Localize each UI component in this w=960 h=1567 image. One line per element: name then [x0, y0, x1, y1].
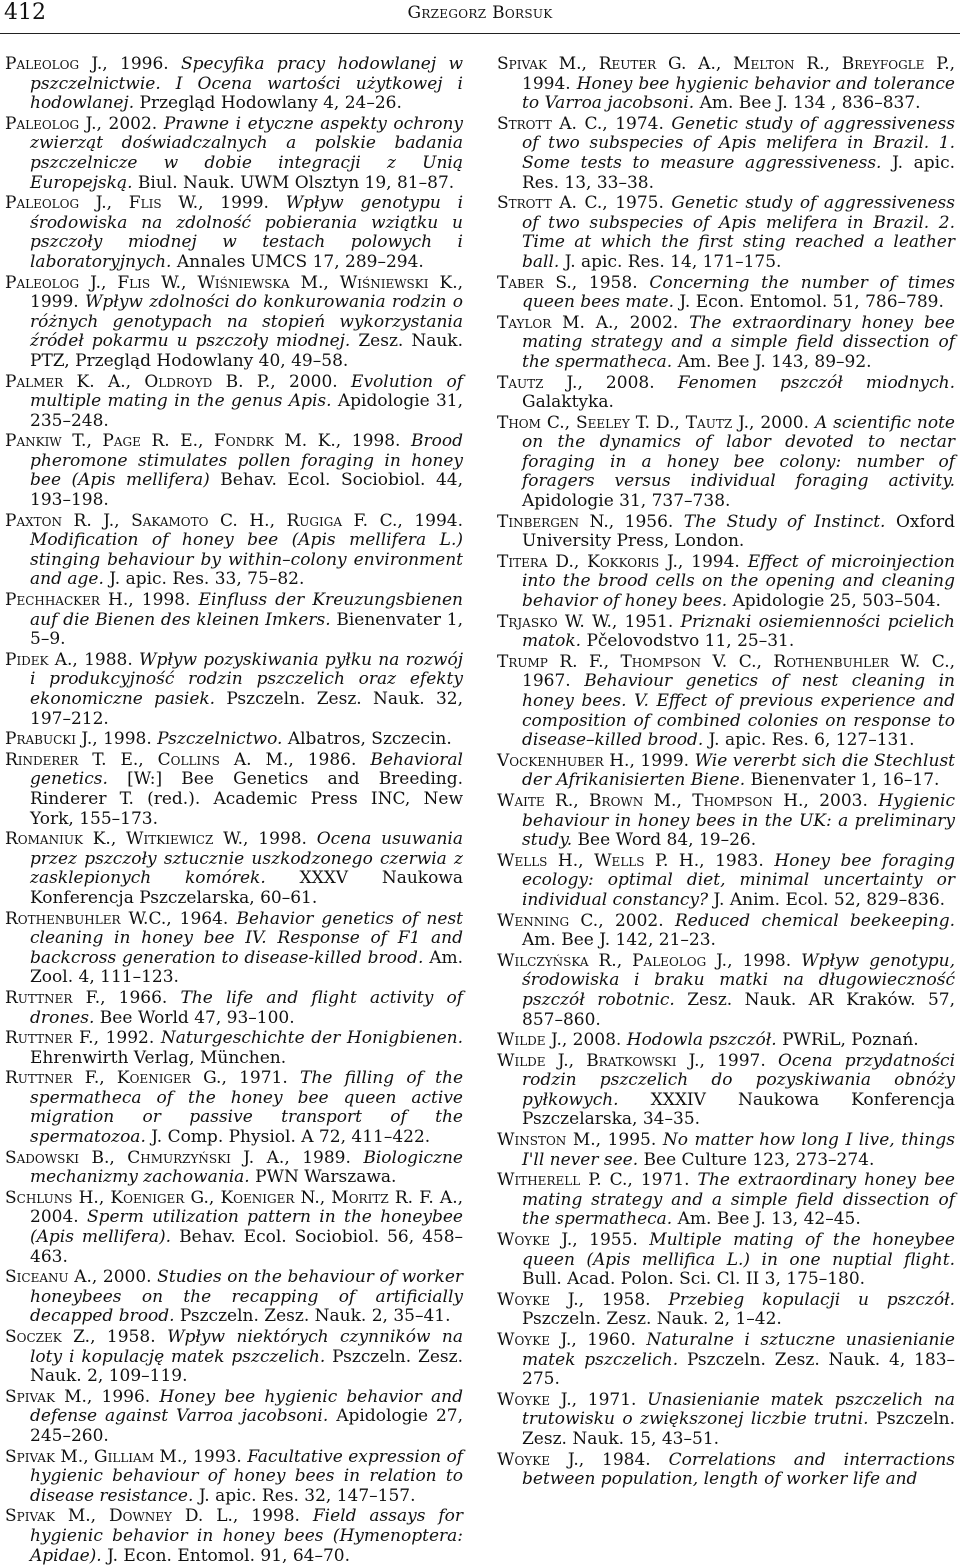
reference-source: Bienenvater 1, 5–9.: [30, 609, 463, 650]
page-number: 412: [4, 0, 46, 25]
reference-entry: [497, 274, 955, 313]
reference-entry: [497, 792, 955, 851]
reference-entry: [497, 1171, 955, 1230]
reference-title: The extraordinary honey bee mating strategy and a simple field dissection of the spermatheca.: [522, 312, 955, 372]
reference-title: Behavioral genetics.: [30, 749, 463, 790]
reference-title: Wpływ pozyskiwania pyłku na rozwój i produkcyjność rodzin pszczelich oraz efekty ekonomiczne pasiek.: [30, 649, 463, 709]
reference-entry: [5, 910, 463, 988]
reference-entry: [497, 952, 955, 1030]
reference-entry: [5, 55, 463, 114]
reference-authors: Thom C., Seeley T. D., Tautz J., 2000.: [497, 412, 810, 433]
reference-authors: Paleolog J., Flis W., 1999.: [5, 193, 269, 214]
reference-source: Annales UMCS 17, 289–294.: [176, 251, 424, 272]
reference-source: [W:] Bee Genetics and Breeding. Rinderer T. (red.). Academic Press INC, New York, 155–173.: [30, 769, 463, 829]
reference-entry: [497, 414, 955, 512]
reference-entry: [5, 1029, 463, 1068]
reference-entry: [497, 1231, 955, 1290]
reference-entry: [5, 432, 463, 510]
reference-entry: [497, 55, 955, 114]
reference-authors: Soczek Z., 1958.: [5, 1327, 156, 1347]
reference-title: Correlations and interractions between population, length of worker life and: [522, 1449, 955, 1490]
reference-source: Pszczeln. Zesz. Nauk. 32, 197–212.: [30, 689, 464, 729]
reference-title: Facultative expression of hygienic behaviour of honey bees in relation to disease resistance.: [30, 1446, 463, 1506]
reference-entry: [497, 653, 955, 751]
reference-title: Wpływ zdolności do konkurowania rodzin o różnych genotypach na stopień wykorzystania źródeł pokarmu u pszczoły miodnej.: [30, 292, 463, 352]
reference-title: Specyfika pracy hodowlanej w pszczelnictwie. I Ocena wartości użytkowej i hodowlanej.: [30, 54, 463, 114]
reference-source: Pszczeln. Zesz. Nauk. 15, 43–51.: [522, 1409, 955, 1449]
reference-title: Sperm utilization pattern in the honeybee (Apis mellifera).: [30, 1207, 463, 1248]
reference-source: Albatros, Szczecin.: [287, 729, 452, 750]
reference-entry: [5, 1507, 463, 1566]
reference-title: Genetic study of aggressiveness of two subspecies of Apis melifera in Brazil. 2. Time at which the first sting reached a leather ball.: [522, 193, 956, 272]
reference-source: J. Econ. Entomol. 91, 64–70.: [107, 1545, 350, 1566]
reference-entry: [497, 314, 955, 373]
reference-entry: [5, 1069, 463, 1147]
reference-source: Am. Bee J. 13, 42–45.: [677, 1209, 861, 1230]
reference-title: Behaviour genetics of nest cleaning in honey bees. V. Effect of previous experience and composition of combined colonies on response to disease–killed brood.: [522, 671, 956, 751]
reference-title: Wpływ niektórych czynników na loty i kopulację matek pszczelich.: [30, 1327, 464, 1367]
reference-authors: Pidek A., 1988.: [5, 649, 133, 670]
reference-authors: Pechhacker H., 1998.: [5, 590, 191, 611]
reference-entry: [497, 115, 955, 193]
reference-authors: Waite R., Brown M., Thompson H., 2003.: [497, 790, 868, 811]
reference-source: Bull. Acad. Polon. Sci. Cl. II 3, 175–180.: [522, 1269, 866, 1290]
reference-entry: [497, 1131, 955, 1170]
reference-authors: Palmer K. A., Oldroyd B. P., 2000.: [5, 371, 338, 392]
reference-source: Zesz. Nauk. PTZ, Przegląd Hodowlany 40, 49–58.: [30, 331, 464, 371]
reference-title: Unasienianie matek pszczelich na trutowisku o zwiększonej liczbie trutni.: [522, 1389, 955, 1430]
reference-title: Studies on the behaviour of worker honeybees on the recapping of artificially decapped brood.: [30, 1267, 464, 1327]
reference-entry: [5, 1189, 463, 1267]
reference-entry: [497, 1331, 955, 1390]
reference-authors: Taber S., 1958.: [497, 272, 638, 293]
reference-authors: Winston M., 1995.: [497, 1130, 657, 1151]
reference-entry: [5, 1149, 463, 1188]
reference-title: Wie vererbt sich die Stechlust der Afrikanisierten Biene.: [522, 750, 955, 791]
reference-title: The extraordinary honey bee mating strategy and a simple field dissection of the spermatheca.: [522, 1170, 955, 1230]
reference-source: Pszczeln. Zesz. Nauk. 2, 109–119.: [30, 1346, 464, 1387]
reference-authors: Woyke J., 1960.: [497, 1330, 636, 1350]
reference-source: Am. Bee J. 142, 21–23.: [522, 930, 716, 951]
reference-title: Reduced chemical beekeeping.: [675, 910, 956, 931]
reference-source: Am. Bee J. 143, 89–92.: [677, 351, 872, 372]
reference-title: The Study of Instinct.: [683, 511, 886, 532]
reference-entry: [5, 989, 463, 1028]
reference-title: The filling of the spermatheca of the honey bee queen active migration or passive transport of the spermatozoa.: [30, 1068, 463, 1148]
reference-entry: [5, 1268, 463, 1327]
reference-source: Ehrenwirth Verlag, München.: [30, 1047, 287, 1068]
reference-authors: Spivak M., 1996.: [5, 1386, 151, 1407]
reference-source: J. apic. Res. 32, 147–157.: [198, 1485, 416, 1506]
reference-source: Apidologie 25, 503–504.: [732, 591, 941, 612]
reference-entry: [497, 374, 955, 413]
reference-authors: Prabucki J., 1998.: [5, 729, 152, 750]
reference-source: Zesz. Nauk. AR Kraków. 57, 857–860.: [522, 989, 955, 1030]
reference-entry: [497, 553, 955, 612]
references-column-left: [5, 55, 463, 1567]
reference-entry: [5, 512, 463, 590]
reference-source: Am. Zool. 4, 111–123.: [30, 947, 463, 988]
reference-title: Wpływ genotypu i środowiska na zdolność pobierania wziątku u pszczoły miodnej w testach polowych i laboratoryjnych.: [30, 193, 464, 272]
reference-title: Przebieg kopulacji u pszczół.: [668, 1289, 955, 1310]
reference-entry: [5, 115, 463, 193]
reference-authors: Woyke J., 1955.: [497, 1230, 638, 1251]
reference-title: Naturgeschichte der Honigbienen.: [160, 1028, 463, 1049]
reference-authors: Spivak M., Downey D. L., 1998.: [5, 1506, 300, 1527]
reference-entry: [497, 1031, 955, 1051]
reference-authors: Rothenbuhler W.C., 1964.: [5, 908, 229, 929]
reference-entry: [5, 1448, 463, 1507]
reference-entry: [5, 591, 463, 650]
reference-entry: [497, 1291, 955, 1330]
reference-title: Fenomen pszczół miodnych.: [677, 372, 956, 393]
reference-entry: [5, 830, 463, 908]
reference-source: Pszczeln. Zesz. Nauk. 2, 1–42.: [522, 1309, 782, 1330]
reference-entry: [497, 194, 955, 272]
reference-source: J. Anim. Ecol. 52, 829–836.: [713, 889, 946, 910]
reference-source: Apidologie 31, 235–248.: [30, 391, 463, 431]
header-rule: [0, 33, 960, 34]
reference-authors: Paxton R. J., Sakamoto C. H., Rugiga F. C., 1994.: [5, 510, 463, 531]
reference-source: J. apic. Res. 33, 75–82.: [109, 569, 305, 590]
reference-title: Ocena usuwania przez pszczoły sztucznie uszkodzonego czerwia z zasklepionych komórek.: [30, 829, 463, 889]
reference-title: Ocena przydatności rodzin pszczelich do pozyskiwania obnóży pyłkowych.: [522, 1050, 956, 1110]
reference-title: Priznaki osiemienności pcielich matok.: [522, 611, 955, 652]
reference-entry: [5, 274, 463, 372]
reference-authors: Schluns H., Koeniger G., Koeniger N., Moritz R. F. A., 2004.: [5, 1187, 463, 1228]
reference-authors: Woyke J., 1971.: [497, 1389, 637, 1410]
reference-title: Behavior genetics of nest cleaning in honey bee IV. Response of F1 and backcross generation to disease-killed brood.: [30, 908, 463, 968]
reference-authors: Romaniuk K., Witkiewicz W., 1998.: [5, 829, 307, 850]
reference-title: Multiple mating of the honeybee queen (Apis mellifica L.) in one nuptial flight.: [522, 1230, 955, 1270]
reference-authors: Siceanu A., 2000.: [5, 1267, 152, 1288]
reference-source: J. apic. Res. 6, 127–131.: [708, 730, 915, 751]
reference-title: Prawne i etyczne aspekty ochrony zwierząt doświadczalnych a polskie badania pszczelnicze w dobie integracji z Unią Europejską.: [30, 113, 463, 193]
reference-entry: [497, 852, 955, 911]
reference-authors: Woyke J., 1984.: [497, 1449, 651, 1470]
reference-authors: Spivak M., Gilliam M., 1993.: [5, 1446, 242, 1467]
running-head: Grzegorz Borsuk: [407, 3, 553, 23]
reference-title: A scientific note on the dynamics of labor devoted to nectar foraging in a honey bee colony: number of foragers versus individual foraging activity.: [522, 412, 955, 492]
reference-source: PWRiL, Poznań.: [782, 1030, 919, 1051]
reference-entry: [497, 513, 955, 552]
reference-title: Pszczelnictwo.: [157, 729, 283, 750]
reference-authors: Titera D., Kokkoris J., 1994.: [497, 551, 740, 572]
reference-entry: [5, 651, 463, 729]
reference-title: Biologiczne mechanizmy zachowania.: [30, 1147, 463, 1188]
reference-title: Hodowla pszczół.: [626, 1030, 777, 1051]
reference-authors: Vockenhuber H., 1999.: [497, 750, 690, 771]
reference-source: Oxford University Press, London.: [522, 511, 955, 552]
reference-entry: [497, 613, 955, 652]
reference-title: Genetic study of aggressiveness of two subspecies of Apis melifera in Brazil. 1. Some tests to measure aggressiveness.: [522, 113, 956, 173]
reference-source: J. Comp. Physiol. A 72, 411–422.: [151, 1127, 431, 1148]
reference-authors: Ruttner F., 1966.: [5, 987, 168, 1008]
reference-entry: [5, 373, 463, 432]
reference-authors: Paleolog J., 1996.: [5, 54, 169, 74]
reference-authors: Taylor M. A., 2002.: [497, 312, 679, 333]
reference-source: Galaktyka.: [522, 392, 614, 413]
reference-entry: [497, 1451, 955, 1490]
reference-title: Naturalne i sztuczne unasienianie matek pszczelich.: [522, 1330, 955, 1370]
reference-source: Pszczeln. Zesz. Nauk. 4, 183–275.: [522, 1349, 956, 1390]
reference-authors: Sadowski B., Chmurzyński J. A., 1989.: [5, 1147, 351, 1168]
reference-title: Modification of honey bee (Apis mellifera L.) stinging behaviour by within–colony environment and age.: [30, 530, 463, 590]
reference-source: Behav. Ecol. Sociobiol. 44, 193–198.: [30, 470, 463, 511]
reference-source: Apidologie 27, 245–260.: [30, 1406, 463, 1446]
reference-authors: Spivak M., Reuter G. A., Melton R., Breyfogle P., 1994.: [497, 54, 955, 94]
reference-authors: Strott A. C., 1975.: [497, 193, 664, 214]
reference-authors: Trjasko W. W., 1951.: [497, 611, 674, 632]
reference-source: PWN Warszawa.: [255, 1167, 397, 1188]
reference-entry: [5, 751, 463, 829]
reference-source: J. apic. Res. 13, 33–38.: [522, 152, 955, 193]
reference-authors: Pankiw T., Page R. E., Fondrk M. K., 1998.: [5, 431, 401, 452]
reference-title: Wpływ genotypu, środowiska i braku matki na długowieczność pszczół robotnic.: [522, 950, 955, 1010]
reference-authors: Wilczyńska R., Paleolog J., 1998.: [497, 950, 792, 971]
reference-source: Bee Culture 123, 273–274.: [643, 1149, 875, 1170]
reference-source: Przegląd Hodowlany 4, 24–26.: [139, 93, 402, 114]
reference-authors: Trump R. F., Thompson V. C., Rothenbuhler W. C., 1967.: [497, 651, 955, 692]
reference-title: Effect of microinjection into the brood cells on the opening and cleaning behavior of honey bees.: [522, 551, 955, 612]
reference-authors: Tautz J., 2008.: [497, 372, 655, 393]
reference-title: No matter how long I live, things I'll never see.: [522, 1130, 956, 1170]
reference-authors: Ruttner F., 1992.: [5, 1028, 155, 1049]
reference-entry: [5, 1388, 463, 1447]
reference-entry: [497, 1391, 955, 1450]
page-header: [0, 0, 960, 40]
reference-entry: [5, 730, 463, 750]
reference-title: Brood pheromone stimulates pollen foraging in honey bee (Apis mellifera): [30, 431, 464, 491]
reference-entry: [497, 1052, 955, 1130]
reference-authors: Tinbergen N., 1956.: [497, 511, 674, 532]
reference-authors: Rinderer T. E., Collins A. M., 1986.: [5, 749, 357, 770]
reference-source: Bee World 47, 93–100.: [99, 1007, 295, 1028]
reference-authors: Wilde J., Bratkowski J., 1997.: [497, 1050, 766, 1071]
reference-authors: Wenning C., 2002.: [497, 910, 664, 931]
reference-title: Einfluss der Kreuzungsbienen auf die Bienen des kleinen Imkers.: [30, 590, 463, 630]
reference-authors: Wells H., Wells P. H., 1983.: [497, 850, 764, 871]
reference-title: Hygienic behaviour in honey bees in the UK: a preliminary study.: [522, 790, 956, 851]
reference-source: Am. Bee J. 134 , 836–837.: [699, 93, 921, 114]
reference-authors: Woyke J., 1958.: [497, 1289, 651, 1310]
reference-source: J. apic. Res. 14, 171–175.: [564, 251, 782, 272]
reference-source: XXXV Naukowa Konferencja Pszczelarska, 60–61.: [30, 868, 463, 908]
reference-title: Honey bee hygienic behavior and tolerance to Varroa jacobsoni.: [522, 73, 955, 114]
reference-title: Honey bee foraging ecology: optimal diet, minimal uncertainty or individual constancy?: [522, 850, 955, 910]
reference-title: Field assays for hygienic behavior in honey bees (Hymenoptera: Apidae).: [30, 1506, 463, 1566]
reference-source: Bienenvater 1, 16–17.: [750, 770, 940, 791]
reference-source: Pčelovodstvo 11, 25–31.: [586, 631, 795, 652]
reference-entry: [5, 194, 463, 272]
reference-source: XXXIV Naukowa Konferencja Pszczelarska, 34–35.: [522, 1089, 955, 1130]
reference-authors: Witherell P. C., 1971.: [497, 1170, 690, 1191]
reference-source: J. Econ. Entomol. 51, 786–789.: [679, 292, 944, 313]
reference-authors: Ruttner F., Koeniger G., 1971.: [5, 1068, 288, 1089]
reference-authors: Paleolog J., Flis W., Wiśniewska M., Wiśniewski K., 1999.: [5, 272, 463, 313]
reference-authors: Strott A. C., 1974.: [497, 113, 664, 134]
reference-entry: [497, 912, 955, 951]
reference-entry: [497, 752, 955, 791]
references-column-right: [497, 55, 955, 1491]
reference-authors: Wilde J., 2008.: [497, 1030, 622, 1051]
reference-entry: [5, 1328, 463, 1387]
reference-title: Honey bee hygienic behavior and defense against Varroa jacobsoni.: [30, 1386, 464, 1427]
reference-title: Evolution of multiple mating in the genus Apis.: [30, 371, 463, 412]
reference-source: Pszczeln. Zesz. Nauk. 2, 35–41.: [179, 1306, 451, 1327]
reference-title: Concerning the number of times queen bees mate.: [522, 272, 955, 313]
reference-source: Biul. Nauk. UWM Olsztyn 19, 81–87.: [137, 172, 455, 193]
reference-source: Apidologie 31, 737–738.: [522, 491, 731, 512]
reference-source: Behav. Ecol. Sociobiol. 56, 458–463.: [30, 1227, 464, 1267]
reference-authors: Paleolog J., 2002.: [5, 113, 158, 134]
reference-title: The life and flight activity of drones.: [30, 987, 464, 1028]
reference-source: Bee Word 84, 19–26.: [577, 830, 757, 851]
